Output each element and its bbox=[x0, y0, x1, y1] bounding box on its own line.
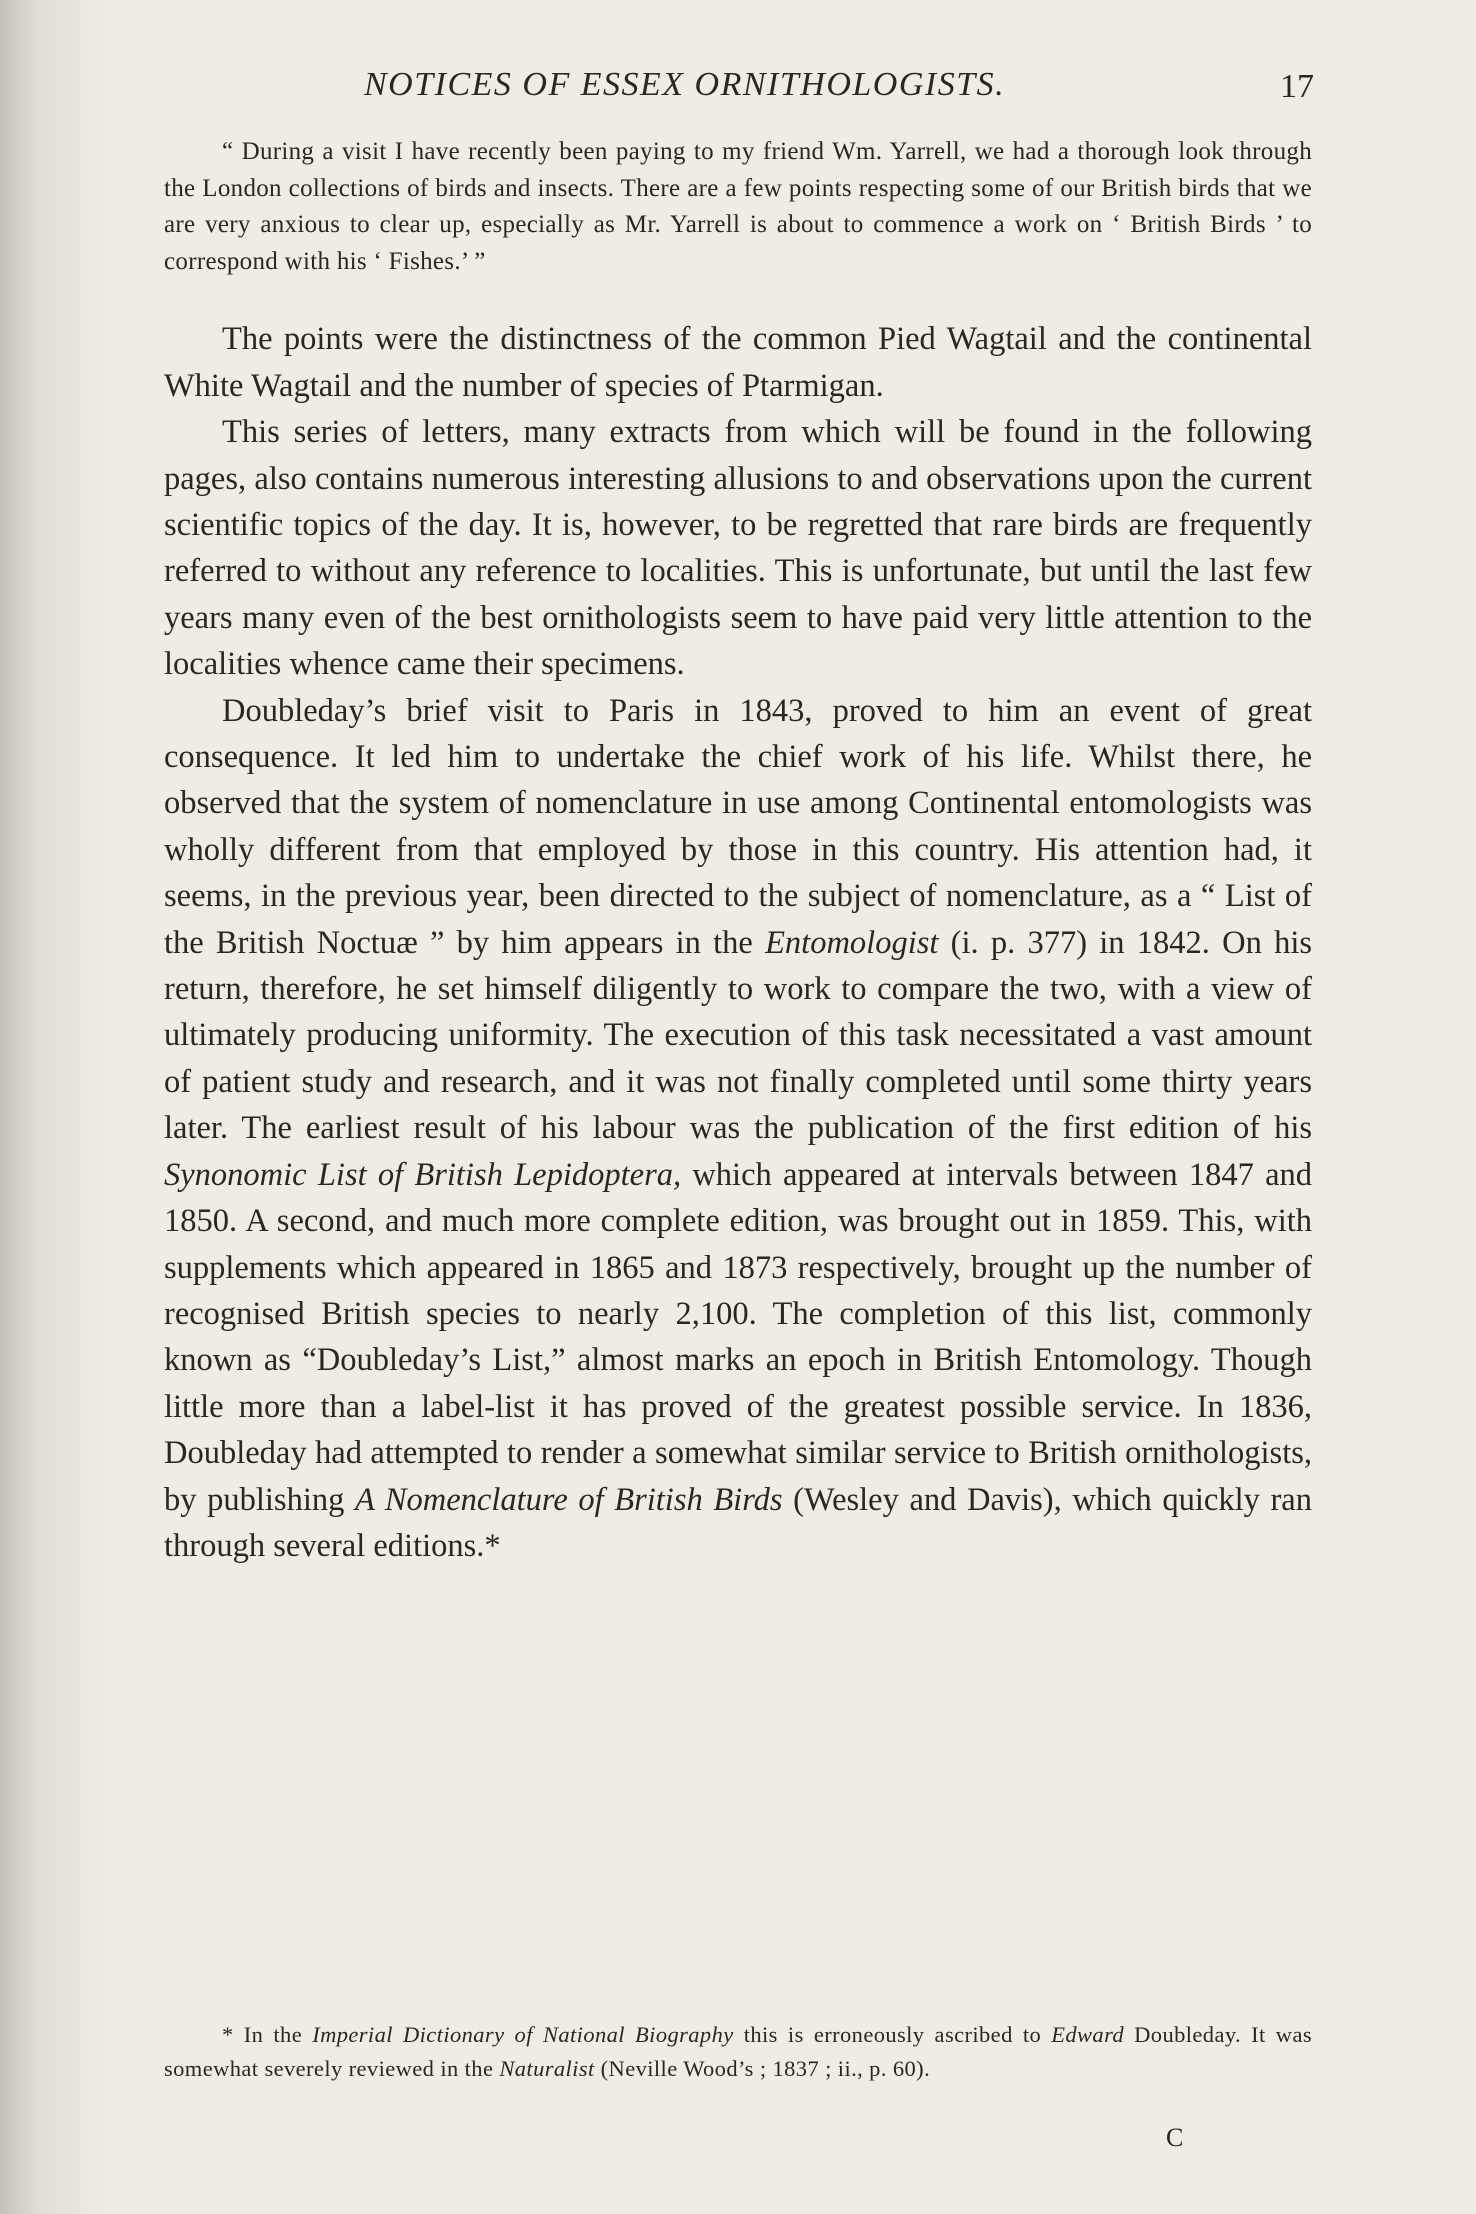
paragraph-text: Doubleday’s brief visit to Paris in 1843, proved to him an event of great consequence. It led him to undertake the chief work of his life. Whilst there, he observed that the system of nomenclature in use among Continental entomologists was wholly different from that employed by those in this country. His attention had, it seems, in the previous year, been directed to the subject of nomenclature, as a “ List of the British Noctuæ ” by him appears in the bbox=[164, 692, 1312, 961]
footnote-text: * In the bbox=[222, 2022, 313, 2047]
italic-name-edward: Edward bbox=[1051, 2022, 1125, 2047]
paragraph-wagtail: The points were the distinctness of the common Pied Wagtail and the continental White Wagtail and the number of species of Ptarmigan. bbox=[164, 321, 1312, 404]
footnote bbox=[164, 2018, 1312, 2085]
italic-title-synonomic-list: Synonomic List of British Lepidoptera, bbox=[164, 1156, 682, 1193]
italic-title-nomenclature: A Nomenclature of British Birds bbox=[354, 1481, 783, 1518]
paragraph-text: which appeared at intervals between 1847 and 1850. A second, and much more complete edition, was brought out in 1859. This, with supplements which appeared in 1865 and 1873 respectively, brought up the number of recognised British species to nearly 2,100. The completion of this list, commonly known as “Doubleday’s List,” almost marks an epoch in British Entomology. Though little more than a label-list it has proved of the greatest possible service. In 1836, Doubleday had attempted to render a somewhat similar service to British ornithologists, by publishing bbox=[164, 1156, 1312, 1518]
signature-mark: C bbox=[1166, 2123, 1184, 2152]
paragraph-text: (Wesley and Davis), which quickly ran through several editions.* bbox=[164, 1481, 1312, 1564]
page-header bbox=[164, 66, 1314, 116]
page-number: 17 bbox=[1280, 68, 1314, 105]
italic-title-entomologist: Entomologist bbox=[765, 924, 939, 961]
running-title: NOTICES OF ESSEX ORNITHOLOGISTS. bbox=[364, 66, 1006, 103]
italic-title-naturalist: Naturalist bbox=[499, 2055, 595, 2081]
paragraph-doubleday-paris bbox=[164, 688, 1312, 1570]
paragraph-letters: This series of letters, many extracts from which will be found in the following pages, also contains numerous interesting allusions to and observations upon the current scientific topics of the day. It is, however, to be regretted that rare birds are frequently referred to without any reference to localities. This is unfortunate, but until the last few years many even of the best ornithologists seem to have paid very little attention to the localities whence came their specimens. bbox=[164, 414, 1312, 683]
italic-title-dictionary: Imperial Dictionary of National Biography bbox=[312, 2022, 734, 2047]
footnote-text: this is erroneously ascribed to bbox=[733, 2022, 1052, 2047]
main-text bbox=[164, 134, 1312, 1569]
footnote-text: (Neville Wood’s ; 1837 ; ii., p. 60). bbox=[594, 2055, 931, 2081]
paragraph-text: (i. p. 377) in 1842. On his return, therefore, he set himself diligently to work to compare the two, with a view of ultimately producing uniformity. The execution of this task necessitated a vast amount of patient study and research, and it was not finally completed until some thirty years later. The earliest result of his labour was the publication of the first edition of his bbox=[164, 924, 1312, 1147]
quoted-letter: “ During a visit I have recently been paying to my friend Wm. Yarrell, we had a thorough look through the London collections of birds and insects. There are a few points respecting some of our British birds that we are very anxious to clear up, especially as Mr. Yarrell is about to commence a work on ‘ British Birds ’ to correspond with his ‘ Fishes.’ ” bbox=[164, 138, 1312, 275]
footnote-text: Doubleday. It was somewhat severely reviewed in the bbox=[164, 2022, 1312, 2081]
